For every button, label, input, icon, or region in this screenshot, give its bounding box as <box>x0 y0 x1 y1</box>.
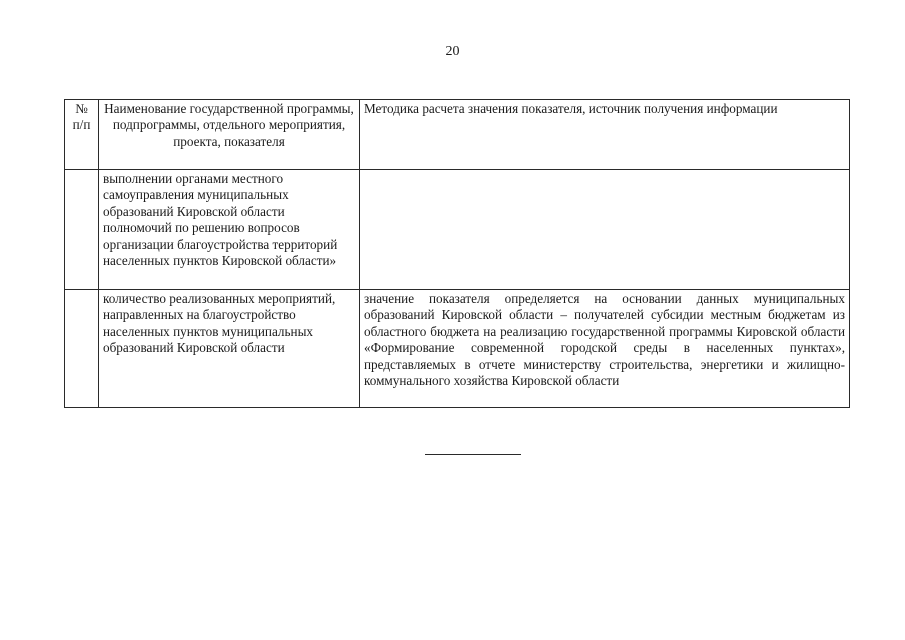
row-name-cell: количество реализованных мероприятий, направленных на благоустройство населенных пунктов муниципальных образований Кировской области <box>99 290 360 408</box>
page-number: 20 <box>445 44 460 59</box>
header-number: № п/п <box>65 100 99 170</box>
header-calculation-method: Методика расчета значения показателя, источник получения информации <box>360 100 850 170</box>
row-name-cell: выполнении органами местного самоуправления муниципальных образований Кировской области полномочий по решению вопросов организации благоустройства территорий населенных пунктов Кировской области» <box>99 170 360 290</box>
indicator-table <box>64 99 850 408</box>
row-method-cell: значение показателя определяется на основании данных муниципальных образований Кировской области – получателей субсидии местным бюджетам из областного бюджета на реализацию государственной программы Кировской области «Формирование современной городской среды в населенных пунктах», представляемых в отчете министерству строительства, энергетики и жилищно-коммунального хозяйства Кировской области <box>360 290 850 408</box>
table-row <box>65 170 850 290</box>
header-program-name: Наименование государственной программы, подпрограммы, отдельного мероприятия, проекта, показателя <box>99 100 360 170</box>
row-method-cell <box>360 170 850 290</box>
end-separator-line <box>425 454 521 455</box>
row-number-cell <box>65 290 99 408</box>
table-header-row <box>65 100 850 170</box>
table-row <box>65 290 850 408</box>
row-number-cell <box>65 170 99 290</box>
